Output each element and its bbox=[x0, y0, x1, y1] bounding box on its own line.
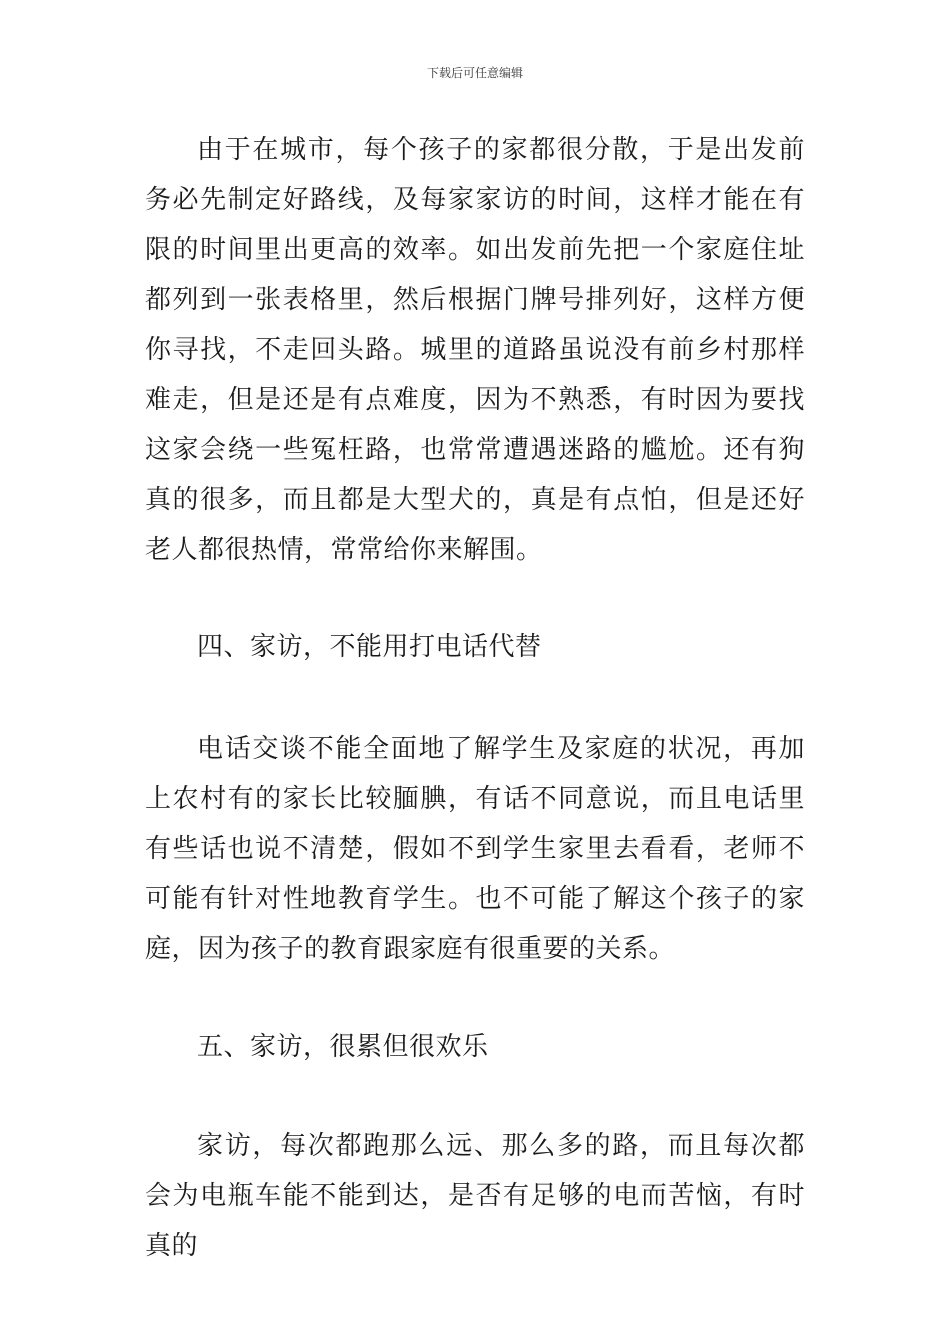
section-heading-five: 五、家访，很累但很欢乐 bbox=[197, 1032, 489, 1062]
section-heading-four: 四、家访，不能用打电话代替 bbox=[197, 632, 542, 662]
paragraph-phone-call: 电话交谈不能全面地了解学生及家庭的状况，再加上农村有的家长比较腼腆，有话不同意说，而且电话里有些话也说不清楚，假如不到学生家里去看看，老师不可能有针对性地教育学生。也不可能了解这个孩子的家庭，因为孩子的教育跟家庭有很重要的关系。 bbox=[145, 734, 805, 964]
paragraph-tiring-joyful: 家访，每次都跑那么远、那么多的路，而且每次都会为电瓶车能不能到达，是否有足够的电而苦恼，有时真的 bbox=[145, 1131, 805, 1261]
paragraph-city-route: 由于在城市，每个孩子的家都很分散，于是出发前务必先制定好路线，及每家家访的时间，这样才能在有限的时间里出更高的效率。如出发前先把一个家庭住址都列到一张表格里，然后根据门牌号排列好，这样方便你寻找，不走回头路。城里的道路虽说没有前乡村那样难走，但是还是有点难度，因为不熟悉，有时因为要找这家会绕一些冤枉路，也常常遭遇迷路的尴尬。还有狗真的很多，而且都是大型犬的，真是有点怕，但是还好老人都很热情，常常给你来解围。 bbox=[145, 135, 805, 565]
page-header: 下载后可任意编辑 bbox=[426, 66, 523, 80]
